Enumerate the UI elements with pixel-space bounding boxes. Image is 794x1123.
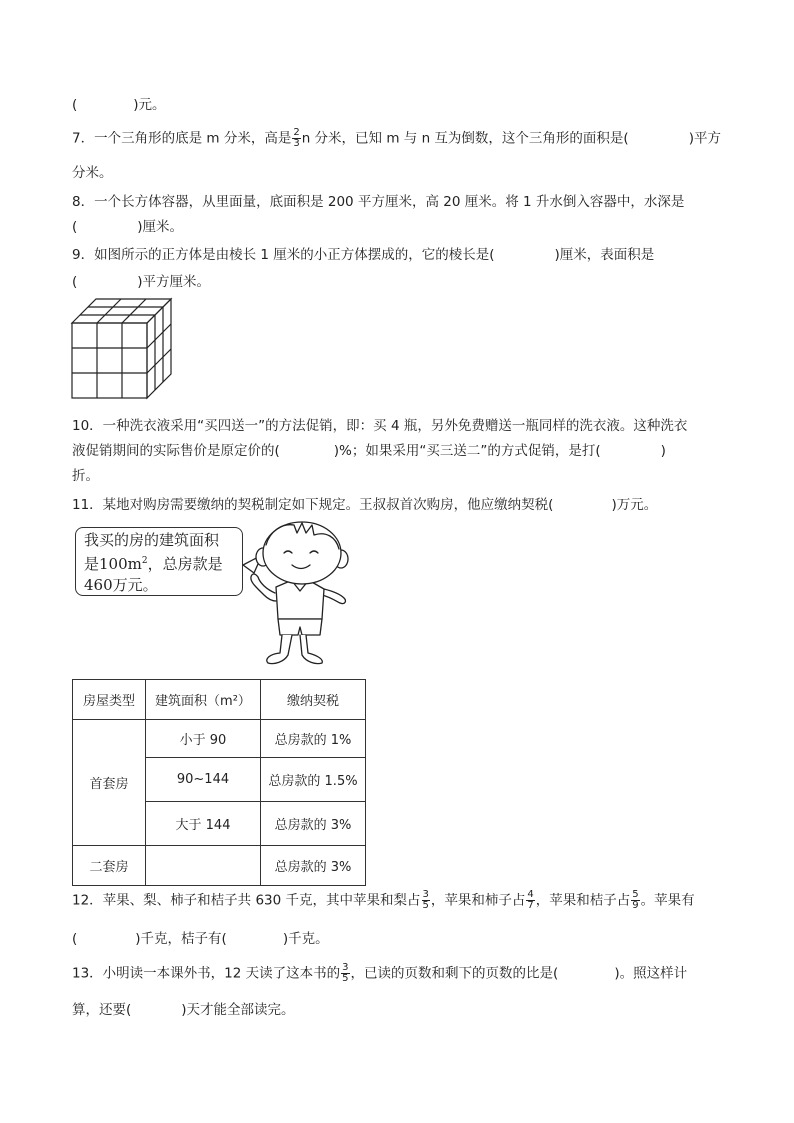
speech-bubble: 我买的房的建筑面积 是$100m^2$，总房款是 460万元。 <box>75 527 243 596</box>
house-type-second: 二套房 <box>73 846 146 886</box>
table-row: 二套房 总房款的 3% <box>73 846 366 886</box>
table-row: 90~144 总房款的 1.5% <box>73 758 366 802</box>
table-row: 首套房 小于 90 总房款的 1% <box>73 720 366 758</box>
question-11: 11．某地对购房需要缴纳的契税制定如下规定。王叔叔首次购房，他应缴纳契税( )万元。 <box>72 497 658 513</box>
q6-tail: ( )元。 <box>72 97 166 113</box>
question-8-line2: ( )厘米。 <box>72 219 184 235</box>
table-header: 缴纳契税 <box>261 680 366 720</box>
question-12: 12．苹果、梨、柿子和桔子共 630 千克，其中苹果和梨占 $\frac{3}{5}$ ，苹果和柿子占 $\frac{4}{7}$ ，苹果和桔子占 $\frac{5}{9}$ 。苹果有 <box>72 889 695 911</box>
fraction: $\frac{5}{9}$ <box>632 889 639 911</box>
table-row: 大于 144 总房款的 3% <box>73 802 366 846</box>
question-10: 10．一种洗衣液采用“买四送一”的方法促销，即：买 4 瓶，另外免费赠送一瓶同样的洗衣液。这种洗衣 <box>72 418 688 434</box>
question-12-line2: ( )千克，桔子有( )千克。 <box>72 931 329 947</box>
question-7-line2: 分米。 <box>72 165 113 181</box>
boy-illustration <box>240 515 355 670</box>
question-9: 9．如图所示的正方体是由棱长 1 厘米的小正方体摆成的，它的棱长是( )厘米，表面积是 <box>72 247 655 263</box>
fraction: $\frac{3}{5}$ <box>422 889 429 911</box>
fraction: $\frac{3}{5}$ <box>342 962 349 984</box>
question-10-line3: 折。 <box>72 468 99 484</box>
question-10-line2: 液促销期间的实际售价是原定价的( )%；如果采用“买三送二”的方式促销，是打( ) <box>72 443 666 459</box>
question-13-line2: 算，还要( )天才能全部读完。 <box>72 1002 295 1018</box>
table-header: 房屋类型 <box>73 680 146 720</box>
table-header: 建筑面积（m²） <box>146 680 261 720</box>
question-8: 8．一个长方体容器，从里面量，底面积是 200 平方厘米，高 20 厘米。将 1 升水倒入容器中，水深是 <box>72 194 685 210</box>
fraction: $\frac{2}{3}$ <box>293 127 300 149</box>
question-13: 13．小明读一本课外书，12 天读了这本书的 $\frac{3}{5}$ ，已读的页数和剩下的页数的比是( )。照这样计 <box>72 962 688 984</box>
house-type-first: 首套房 <box>73 720 146 846</box>
cube-figure <box>68 296 178 402</box>
tax-table <box>72 679 366 886</box>
fraction: $\frac{4}{7}$ <box>527 889 534 911</box>
question-7: 7．一个三角形的底是 m 分米，高是 $\frac{2}{3}$ n 分米，已知 m 与 n 互为倒数，这个三角形的面积是( )平方 <box>72 127 721 149</box>
question-9-line2: ( )平方厘米。 <box>72 274 211 290</box>
